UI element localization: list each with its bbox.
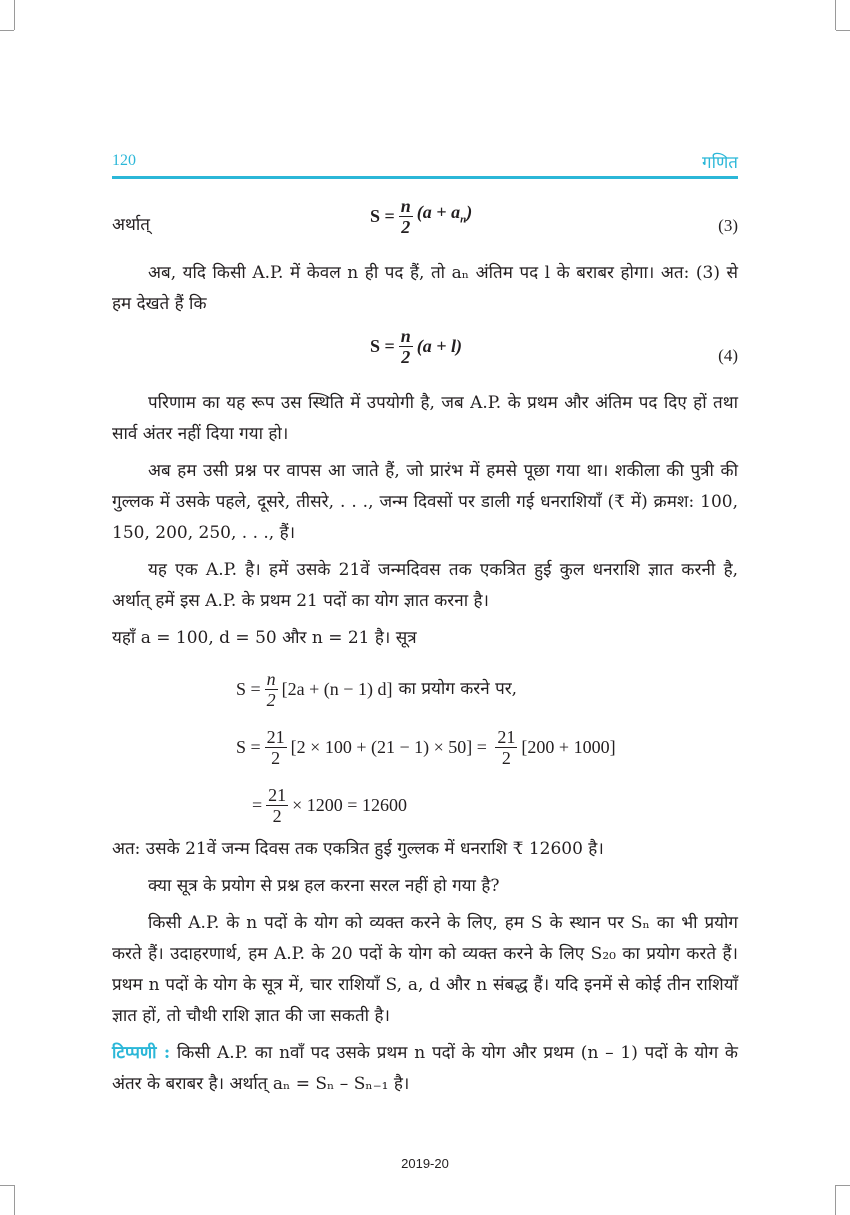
denominator: 2	[401, 347, 411, 367]
crop-mark	[836, 30, 850, 31]
denominator: 2	[266, 689, 276, 710]
eq-lhs: =	[252, 794, 263, 815]
math-expression	[252, 785, 407, 826]
formula-general	[112, 660, 738, 718]
page-number: 120	[112, 152, 136, 169]
eq-lhs: S =	[370, 336, 395, 356]
equation-label: अर्थात्	[112, 215, 150, 235]
numerator: 21	[268, 784, 287, 805]
crop-mark	[14, 0, 15, 30]
paragraph: किसी A.P. के n पदों के योग को व्यक्त करने के लिए, हम S के स्थान पर Sₙ का भी प्रयोग करते हैं। उदाहरणार्थ, हम A.P. के 20 पदों के योग को व्यक्त करने के लिए S₂₀ का प्रयोग करते हैं। प्रथम n पदों के योग के सूत्र में, चार राशियाँ S, a, d और n संबद्ध हैं। यदि इनमें से कोई तीन राशियाँ ज्ञात हों, तो चौथी राशि ज्ञात की जा सकती है।	[112, 913, 738, 1026]
denominator: 2	[272, 805, 282, 826]
crop-mark	[14, 1185, 15, 1215]
page-content	[112, 196, 738, 1106]
fraction	[266, 785, 288, 826]
formula-tail: का प्रयोग करने पर,	[398, 678, 518, 699]
numerator: n	[266, 668, 276, 689]
note-label: टिप्पणी :	[112, 1043, 171, 1063]
numerator: n	[400, 326, 411, 346]
paragraph: यह एक A.P. है। हमें उसके 21वें जन्मदिवस तक एकत्रित हुई कुल धनराशि ज्ञात करनी है, अर्थात् हमें इस A.P. के प्रथम 21 पदों का योग ज्ञात करना है।	[112, 560, 738, 611]
fraction	[495, 727, 517, 768]
fraction	[399, 196, 413, 237]
note-text: किसी A.P. का nवाँ पद उसके प्रथम n पदों के योग और प्रथम (n – 1) पदों के योग के अंतर के बराबर है। अर्थात् aₙ = Sₙ – Sₙ₋₁ है।	[112, 1043, 738, 1094]
sum-formula-an	[370, 196, 472, 237]
numerator: 21	[266, 726, 285, 747]
bracket-expression: [200 + 1000]	[521, 736, 616, 757]
equation-number: (4)	[718, 346, 738, 365]
note-paragraph	[112, 1038, 738, 1100]
fraction	[399, 326, 413, 367]
crop-mark	[0, 1185, 14, 1186]
numerator: n	[400, 196, 411, 216]
bracket-expression: [2a + (n − 1) d]	[281, 678, 393, 699]
math-expression	[236, 669, 392, 710]
fraction	[265, 669, 278, 710]
equation-4	[112, 326, 738, 388]
crop-mark	[835, 0, 836, 30]
denominator: 2	[401, 217, 411, 237]
result-expression: × 1200 = 12600	[292, 794, 407, 815]
crop-mark	[835, 1185, 836, 1215]
crop-mark	[0, 30, 14, 31]
calculation-step-2	[112, 776, 738, 834]
subject-title: गणित	[702, 153, 738, 173]
equation-number: (3)	[718, 216, 738, 235]
bracket-expression: [2 × 100 + (21 − 1) × 50]	[290, 736, 473, 757]
fraction	[265, 727, 287, 768]
numerator: 21	[497, 726, 516, 747]
eq-rhs: (a + l)	[416, 336, 463, 356]
math-expression	[236, 727, 616, 768]
crop-mark	[836, 1185, 850, 1186]
paragraph: परिणाम का यह रूप उस स्थिति में उपयोगी है, जब A.P. के प्रथम और अंतिम पद दिए हों तथा सार्व अंतर नहीं दिया गया हो।	[112, 393, 738, 444]
calculation-step-1	[112, 718, 738, 776]
denominator: 2	[271, 747, 281, 768]
eq-rhs: $(a + a_n)$	[416, 202, 473, 226]
paragraph: अत: उसके 21वें जन्म दिवस तक एकत्रित हुई गुल्लक में धनराशि ₹ 12600 है।	[112, 839, 604, 859]
denominator: 2	[501, 747, 511, 768]
paragraph: क्या सूत्र के प्रयोग से प्रश्न हल करना सरल नहीं हो गया है?	[148, 876, 500, 896]
footer-year: 2019-20	[401, 1156, 449, 1171]
header-rule	[112, 176, 738, 179]
equals: =	[472, 736, 492, 757]
equation-3	[112, 196, 738, 258]
eq-lhs: S =	[370, 206, 395, 226]
paragraph: अब हम उसी प्रश्न पर वापस आ जाते हैं, जो प्रारंभ में हमसे पूछा गया था। शकीला की पुत्री की गुल्लक में उसके पहले, दूसरे, तीसरे, . . ., जन्म दिवसों पर डाली गई धनराशियाँ (₹ में) क्रमश: 100, 150, 200, 250, . . ., हैं।	[112, 461, 738, 543]
paragraph: यहाँ a = 100, d = 50 और n = 21 है। सूत्र	[112, 628, 417, 648]
sum-formula-l	[370, 326, 462, 367]
paragraph: अब, यदि किसी A.P. में केवल n ही पद हैं, तो aₙ अंतिम पद l के बराबर होगा। अत: (3) से हम देखते हैं कि	[112, 263, 738, 314]
eq-lhs: S =	[236, 678, 261, 699]
eq-lhs: S =	[236, 736, 261, 757]
